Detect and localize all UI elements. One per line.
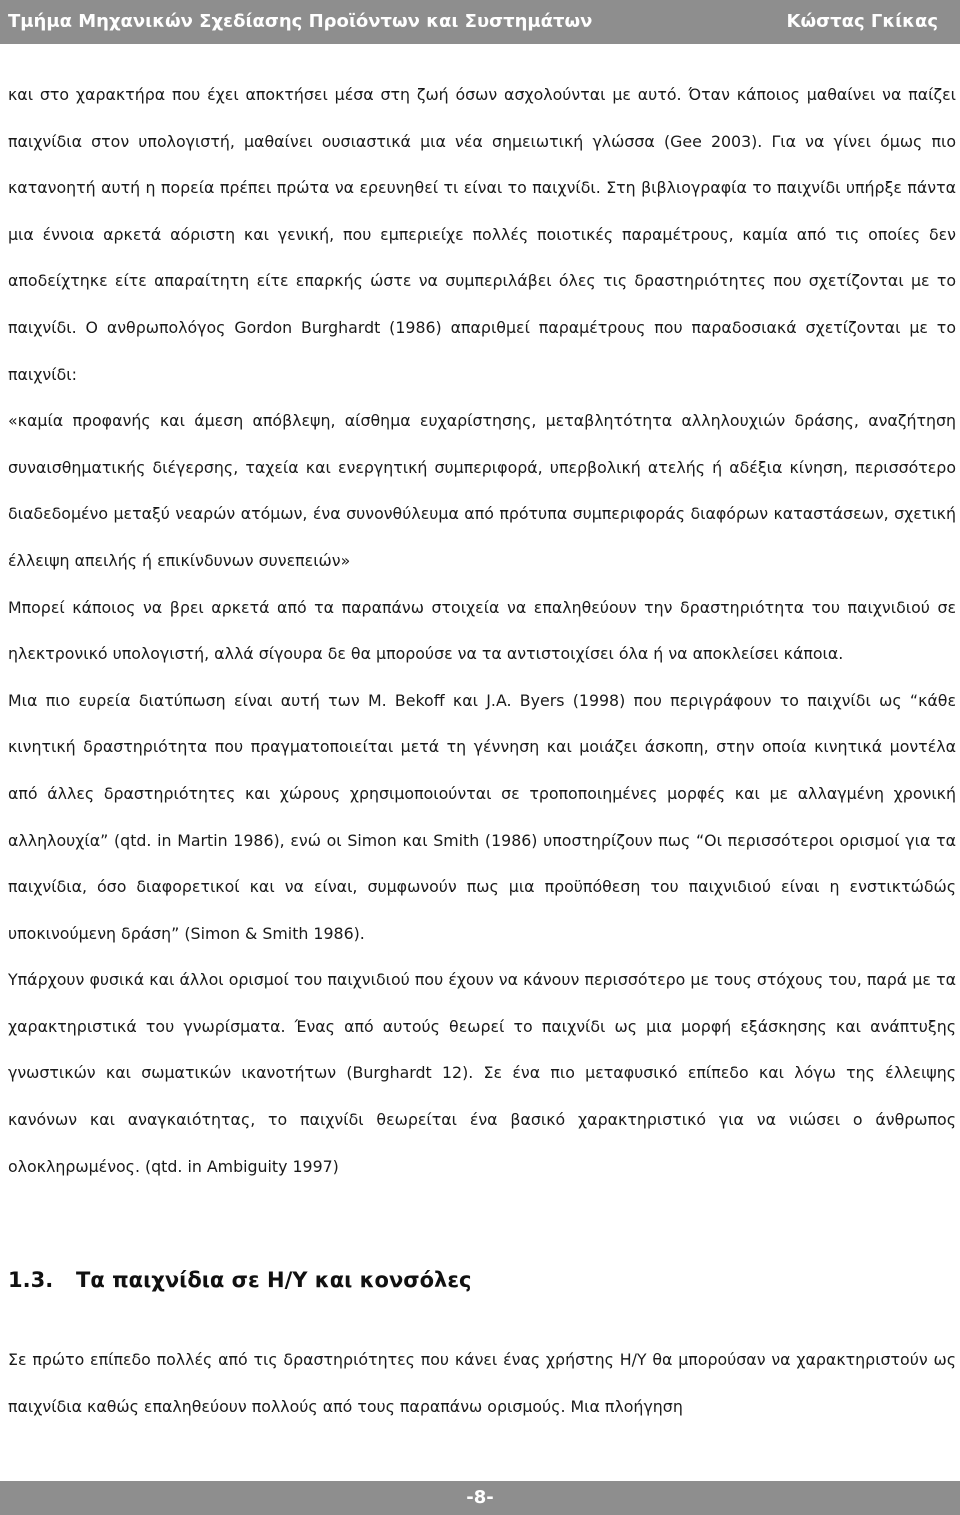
section-number: 1.3. [8,1268,54,1292]
paragraph-intro: και στο χαρακτήρα που έχει αποκτήσει μέσα στη ζωή όσων ασχολούνται με αυτό. Όταν κάποιος μαθαίνει να παίζει παιχνίδια στον υπολογιστή, μαθαίνει ουσιαστικά μια νέα σημειωτική γλώσσα (Gee 2003). Για να γίνει όμως πιο κατανοητή αυτή η πορεία πρέπει πρώτα να ερευνηθεί τι είναι το παιχνίδι. Στη βιβλιογραφία το παιχνίδι υπήρξε πάντα μια έννοια αρκετά αόριστη και γενική, που εμπεριείχε πολλές ποιοτικές παραμέτρους, καμία από τις οποίες δεν αποδείχτηκε είτε απαραίτητη είτε επαρκής ώστε να συμπεριλάβει όλες τις δραστηριότητες που σχετίζονται με το παιχνίδι. Ο ανθρωπολόγος Gordon Burghardt (1986) απαριθμεί παραμέτρους που παραδοσιακά σχετίζονται με το παιχνίδι: [8,85,956,384]
paragraph-definitions: Μια πιο ευρεία διατύπωση είναι αυτή των M. Bekoff και J.A. Byers (1998) που περιγράφουν το παιχνίδι ως “κάθε κινητική δραστηριότητα που πραγματοποιείται μετά τη γέννηση και μοιάζει άσκοπη, στην οποία κινητικά μοντέλα από άλλες δραστηριότητες και χώρους χρησιμοποιούνται σε τροποποιημένες μορφές και με αλλαγμένη χρονική αλληλουχία” (qtd. in Martin 1986), ενώ οι Simon και Smith (1986) υποστηρίζουν πως “Οι περισσότεροι ορισμοί για τα παιχνίδια, όσο διαφορετικοί και να είναι, συμφωνούν πως μια προϋπόθεση του παιχνιδιού είναι η ενστικτώδώς υποκινούμενη δράση” (Simon & Smith 1986). [8,690,956,943]
page-header [0,0,960,44]
section-title: Τα παιχνίδια σε Η/Υ και κονσόλες [76,1268,472,1292]
department-name: Τμήμα Μηχανικών Σχεδίασης Προϊόντων και Συστημάτων [8,11,593,32]
page-number: -8- [466,1487,494,1508]
section-heading [8,1268,471,1292]
paragraph-section-intro: Σε πρώτο επίπεδο πολλές από τις δραστηριότητες που κάνει ένας χρήστης Η/Υ θα μπορούσαν να χαρακτηριστούν ως παιχνίδια καθώς επαληθεύουν πολλούς από τους παραπάνω ορισμούς. Μια πλοήγηση [8,1350,956,1416]
paragraph-comment: Μπορεί κάποιος να βρει αρκετά από τα παραπάνω στοιχεία να επαληθεύουν την δραστηριότητα του παιχνιδιού σε ηλεκτρονικό υπολογιστή, αλλά σίγουρα δε θα μπορούσε να τα αντιστοιχίσει όλα ή να αποκλείσει κάποια. [8,597,956,664]
page-footer [0,1481,960,1515]
paragraph-quote-burghardt: «καμία προφανής και άμεση απόβλεψη, αίσθημα ευχαρίστησης, μεταβλητότητα αλληλουχιών δράσης, αναζήτηση συναισθηματικής διέγερσης, ταχεία και ενεργητική συμπεριφορά, υπερβολική ατελής ή αδέξια κίνηση, περισσότερο διαδεδομένο μεταξύ νεαρών ατόμων, ένα συνονθύλευμα από πρότυπα συμπεριφοράς διαφόρων καταστάσεων, σχετική έλλειψη απειλής ή επικίνδυνων συνεπειών» [8,411,956,570]
author-name: Κώστας Γκίκας [786,11,938,32]
paragraph-other-definitions: Υπάρχουν φυσικά και άλλοι ορισμοί του παιχνιδιού που έχουν να κάνουν περισσότερο με τους στόχους του, παρά με τα χαρακτηριστικά του γνωρίσματα. Ένας από αυτούς θεωρεί το παιχνίδι ως μια μορφή εξάσκησης και ανάπτυξης γνωστικών και σωματικών ικανοτήτων (Burghardt 12). Σε ένα πιο μεταφυσικό επίπεδο και λόγω της έλλειψης κανόνων και αναγκαιότητας, το παιχνίδι θεωρείται ένα βασικό χαρακτηριστικό για να νιώσει ο άνθρωπος ολοκληρωμένος. (qtd. in Ambiguity 1997) [8,970,956,1176]
section-body [8,1337,956,1430]
body-text [8,72,956,1190]
